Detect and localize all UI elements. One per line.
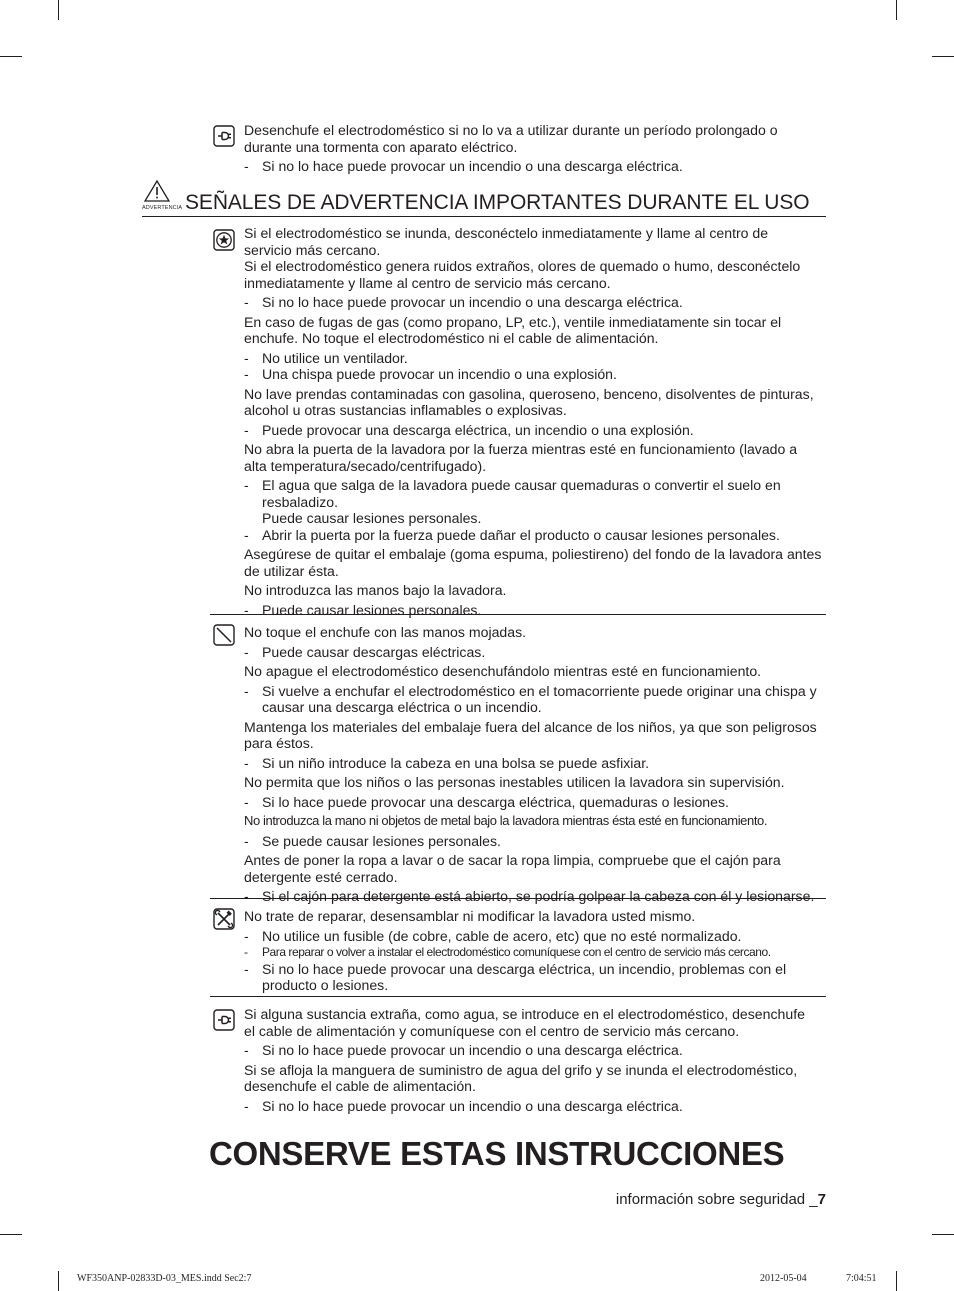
instruction-text: No lave prendas contaminadas con gasolina, queroseno, benceno, disolventes de pinturas, [244, 385, 814, 402]
bullet-text: Si lo hace puede provocar una descarga eléctrica, quemaduras o lesiones. [262, 793, 729, 810]
instruction-text: de utilizar ésta. [244, 562, 339, 579]
bullet-item [244, 477, 826, 494]
crop-mark [896, 0, 897, 20]
bullet-dash: - [244, 960, 249, 977]
bullet-item [244, 602, 826, 619]
instruction-text: Mantenga los materiales del embalaje fuera del alcance de los niños, ya que son peligrosos [244, 718, 817, 735]
bullet-item [244, 1042, 826, 1059]
instruction-text: No apague el electrodoméstico desenchufándolo mientras esté en funcionamiento. [244, 663, 762, 679]
bullet-text: Si no lo hace puede provocar un incendio o una descarga eléctrica. [262, 1042, 683, 1058]
bullet-text: Puede provocar una descarga eléctrica, un incendio o una explosión. [262, 421, 694, 438]
bullet-dash: - [244, 601, 249, 618]
warning-label: ADVERTENCIA [142, 205, 183, 211]
bullet-item [244, 644, 826, 661]
section-text [244, 122, 826, 175]
bullet-item [244, 683, 826, 700]
bullet-text: Para reparar o volver a instalar el electrodoméstico comuníquese con el centro de servicio más cercano. [262, 945, 771, 959]
conserve-instructions-title: CONSERVE ESTAS INSTRUCCIONES [209, 1135, 785, 1172]
instruction-text: inmediatamente y llame al centro de servicio más cercano. [244, 274, 611, 291]
crop-mark [58, 0, 59, 20]
crop-mark [0, 1234, 22, 1235]
bullet-text: Si el cajón para detergente está abierto, se podría golpear la cabeza con él y lesionarse. [262, 888, 815, 904]
section-unplug-2 [210, 1006, 826, 1114]
instruction-text: detergente esté cerrado. [244, 868, 398, 885]
instruction-text: No toque el enchufe con las manos mojadas. [244, 624, 527, 640]
bullet-text: Abrir la puerta por la fuerza puede dañar el producto o causar lesiones personales. [262, 526, 780, 543]
instruction-text: Si se afloja la manguera de suministro de agua del grifo y se inunda el electrodoméstico, [244, 1061, 798, 1078]
instruction-text: enchufe. No toque el electrodoméstico ni el cable de alimentación. [244, 330, 659, 346]
crop-mark [58, 1271, 59, 1291]
bullet-text: Si un niño introduce la cabeza en una bolsa se puede asfixiar. [262, 754, 650, 771]
bullet-dash: - [244, 793, 249, 810]
bullet-dash: - [244, 349, 249, 366]
bullet-dash: - [244, 643, 249, 660]
bullet-dash: - [244, 754, 249, 771]
bullet-dash: - [244, 927, 249, 944]
bullet-dash: - [244, 945, 248, 959]
instruction-text: Desenchufe el electrodoméstico si no lo va a utilizar durante un período prolongado o [244, 122, 778, 138]
bullet-text: Puede causar descargas eléctricas. [262, 643, 486, 660]
bullet-item [244, 527, 826, 544]
section-unplug [210, 122, 826, 172]
bullet-text: Si no lo hace puede provocar un incendio o una descarga eléctrica. [262, 294, 683, 310]
instruction-text: servicio más cercano. [244, 241, 381, 258]
bullet-text: Si no lo hace puede provocar una descarga eléctrica, un incendio, problemas con el [262, 960, 787, 977]
bullet-text: Se puede causar lesiones personales. [262, 832, 501, 849]
bullet-item [244, 755, 826, 772]
bullet-item [244, 833, 826, 850]
instruction-text: Si alguna sustancia extraña, como agua, se introduce en el electrodoméstico, desenchufe [244, 1006, 805, 1022]
bullet-dash: - [244, 366, 249, 382]
crop-mark [896, 1271, 897, 1291]
bullet-item [244, 1098, 826, 1115]
bullet-text: Si no lo hace puede provocar un incendio o una descarga eléctrica. [262, 158, 683, 174]
section-important [210, 225, 826, 618]
bullet-text: No utilice un ventilador. [262, 349, 408, 366]
do-not-disassemble-icon [213, 908, 233, 928]
bullet-continuation: resbaladizo. [262, 493, 338, 510]
bullet-text: Puede causar lesiones personales. [262, 601, 482, 618]
bullet-item [244, 350, 826, 367]
bullet-text: Si vuelve a enchufar el electrodoméstico en el tomacorriente puede originar una chispa y [262, 682, 817, 699]
bullet-dash: - [244, 421, 249, 438]
bullet-dash: - [244, 294, 249, 310]
slug-date: 2012-05-04 [760, 1273, 807, 1284]
instruction-text: alta temperatura/secado/centrifugado). [244, 457, 487, 474]
instruction-text: para éstos. [244, 735, 314, 751]
bullet-item [244, 944, 826, 961]
instruction-text: No introduzca las manos bajo la lavadora. [244, 582, 507, 598]
bullet-item [244, 888, 826, 905]
instruction-text: No introduzca la mano ni objetos de metal bajo la lavadora mientras ésta esté en funcionamiento. [244, 813, 768, 828]
bullet-text: Una chispa puede provocar un incendio o una explosión. [262, 366, 617, 382]
footer-section-name: información sobre seguridad _ [615, 1191, 818, 1208]
instruction-text: desenchufe el cable de alimentación. [244, 1078, 476, 1094]
bullet-dash: - [244, 682, 249, 699]
bullet-text: El agua que salga de la lavadora puede causar quemaduras o convertir el suelo en [262, 477, 781, 493]
unplug-icon [213, 1009, 233, 1029]
bullet-dash: - [244, 832, 249, 849]
bullet-dash: - [244, 888, 249, 904]
bullet-item [244, 158, 826, 175]
important-star-icon [213, 229, 233, 249]
bullet-item [244, 366, 826, 383]
instruction-text: Asegúrese de quitar el embalaje (goma espuma, poliestireno) del fondo de la lavadora antes [244, 546, 822, 562]
bullet-continuation: causar una descarga eléctrica o un incendio. [262, 699, 542, 715]
instruction-text: alcohol u otras sustancias inflamables o explosivas. [244, 402, 567, 418]
instruction-text: No trate de reparar, desensamblar ni modificar la lavadora usted mismo. [244, 908, 696, 924]
bullet-continuation: Puede causar lesiones personales. [262, 510, 482, 526]
crop-mark [932, 1234, 954, 1235]
slug-file: WF350ANP-02833D-03_MES.indd Sec2:7 [77, 1273, 252, 1284]
section-heading: SEÑALES DE ADVERTENCIA IMPORTANTES DURANTE EL USO [185, 191, 810, 214]
bullet-text: No utilice un fusible (de cobre, cable de acero, etc) que no esté normalizado. [262, 927, 742, 944]
section-disassemble [210, 908, 826, 997]
bullet-item [244, 294, 826, 311]
bullet-dash: - [244, 526, 249, 543]
instruction-text: durante una tormenta con aparato eléctrico. [244, 138, 518, 155]
instruction-text: No permita que los niños o las personas inestables utilicen la lavadora sin supervisión. [244, 774, 785, 790]
instruction-text: Antes de poner la ropa a lavar o de sacar la ropa limpia, compruebe que el cajón para [244, 852, 781, 868]
section-text [244, 908, 826, 994]
instruction-text: el cable de alimentación y comuníquese con el centro de servicio más cercano. [244, 1022, 740, 1039]
bullet-dash: - [244, 1042, 249, 1058]
page-number: 7 [817, 1191, 826, 1208]
bullet-dash: - [244, 477, 249, 493]
crop-mark [932, 56, 954, 57]
prohibited-icon [213, 624, 233, 644]
slug-time: 7:04:51 [846, 1273, 877, 1284]
bullet-item [244, 422, 826, 439]
instruction-text: Si el electrodoméstico se inunda, desconéctelo inmediatamente y llame al centro de [244, 225, 769, 241]
instruction-text: En caso de fugas de gas (como propano, LP, etc.), ventile inmediatamente sin tocar el [244, 313, 782, 330]
warning-header [142, 180, 826, 217]
instruction-text: Si el electrodoméstico genera ruidos extraños, olores de quemado o humo, desconéctelo [244, 258, 801, 274]
section-prohibited [210, 624, 826, 904]
bullet-text: Si no lo hace puede provocar un incendio o una descarga eléctrica. [262, 1097, 683, 1114]
bullet-dash: - [244, 1097, 249, 1114]
instruction-text: No abra la puerta de la lavadora por la fuerza mientras esté en funcionamiento (lavado a [244, 441, 798, 457]
section-text [244, 1006, 826, 1114]
page-footer [616, 1191, 826, 1209]
bullet-dash: - [244, 158, 249, 174]
bullet-item [244, 794, 826, 811]
bullet-continuation: producto o lesiones. [262, 977, 389, 993]
crop-mark [0, 56, 22, 57]
bullet-item [244, 961, 826, 978]
section-text [244, 624, 826, 905]
section-text [244, 225, 826, 618]
unplug-icon [213, 125, 233, 145]
bullet-item [244, 928, 826, 945]
